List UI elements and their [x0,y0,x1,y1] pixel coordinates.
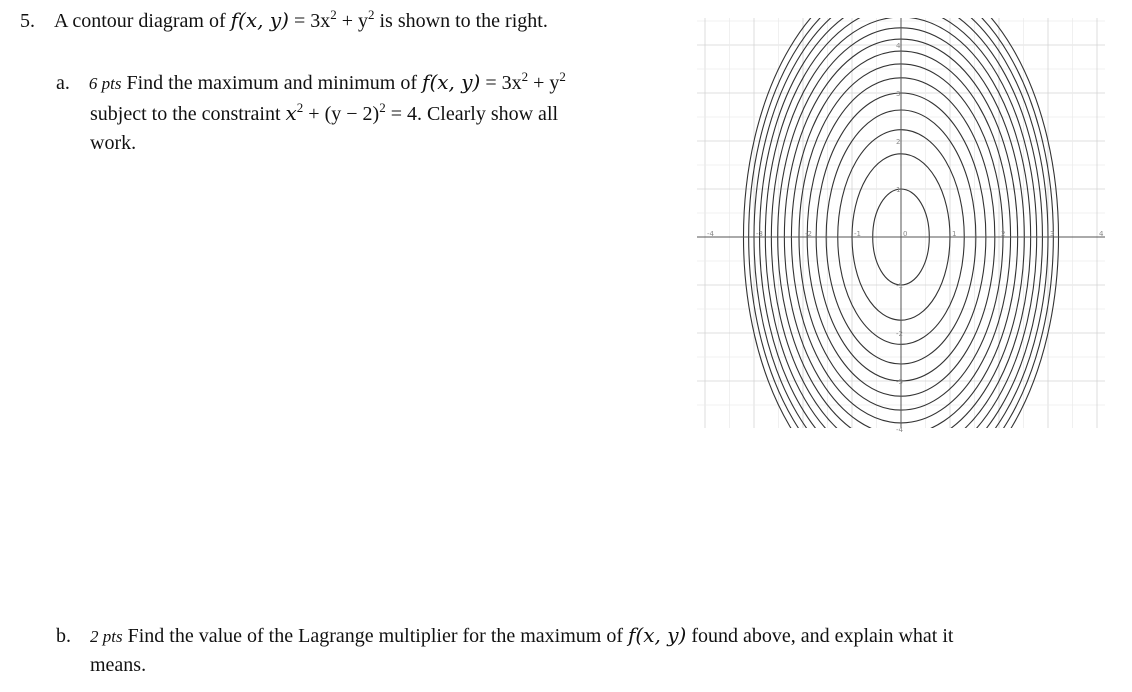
exponent: 2 [330,7,337,22]
variable: x [285,101,297,125]
equation-part: + y [528,72,560,94]
part-b-text: found above, and explain what it [686,625,954,647]
x-tick-label: 1 [952,230,957,238]
part-b-text: Find the value of the Lagrange multiplier for the maximum of [122,625,629,647]
y-tick-label: -2 [896,330,903,338]
exponent: 2 [521,69,529,84]
x-tick-label: 0 [903,230,908,238]
part-a-label: a. [56,72,70,94]
question-intro: A contour diagram of [54,10,231,32]
equation-part: + (y − 2) [303,103,380,125]
part-a-line-3 [90,131,136,155]
y-tick-label: 4 [896,42,901,50]
part-a-line-1 [56,70,566,96]
x-tick-label: 2 [1001,230,1006,238]
exponent: 2 [368,7,375,22]
part-a-points: 6 pts [88,74,122,93]
contour-diagram [697,18,1105,434]
x-tick-label: 4 [1099,230,1104,238]
function-args: (x, y) [635,623,687,647]
part-a-text: work. [90,132,137,154]
part-b-line-2 [90,653,146,677]
part-a-text: subject to the constraint [90,103,286,125]
y-tick-label: -3 [896,378,903,386]
part-b-points: 2 pts [90,627,123,646]
y-tick-label: -1 [896,282,903,290]
part-b-text: means. [90,654,147,676]
x-tick-label: -1 [854,230,861,238]
part-a-text: Find the maximum and minimum of [121,72,423,94]
x-tick-label: -4 [707,230,714,238]
y-tick-label: -4 [896,426,903,434]
question-intro-tail: is shown to the right. [374,10,548,32]
x-tick-label: -2 [805,230,812,238]
function-args: (x, y) [429,70,481,94]
question-5-line [20,8,548,33]
equation-part: = 3x [480,72,522,94]
part-b-line-1 [56,623,953,649]
function-name: f [230,8,239,32]
exponent: 2 [379,100,386,115]
x-tick-label: -3 [756,230,763,238]
exponent: 2 [559,69,566,84]
equation-part: = 3x [288,10,331,32]
y-tick-label: 2 [896,138,901,146]
function-name: f [628,623,636,647]
function-args: (x, y) [238,8,289,32]
equation-part: + y [336,10,368,32]
part-a-text: = 4. Clearly show all [385,103,559,125]
question-number: 5. [20,10,35,32]
part-b-label: b. [56,625,71,647]
exponent: 2 [296,100,304,115]
x-tick-label: 3 [1050,230,1055,238]
y-tick-label: 1 [896,186,901,194]
part-a-line-2 [90,101,558,126]
function-name: f [422,70,430,94]
y-tick-label: 3 [896,90,901,98]
